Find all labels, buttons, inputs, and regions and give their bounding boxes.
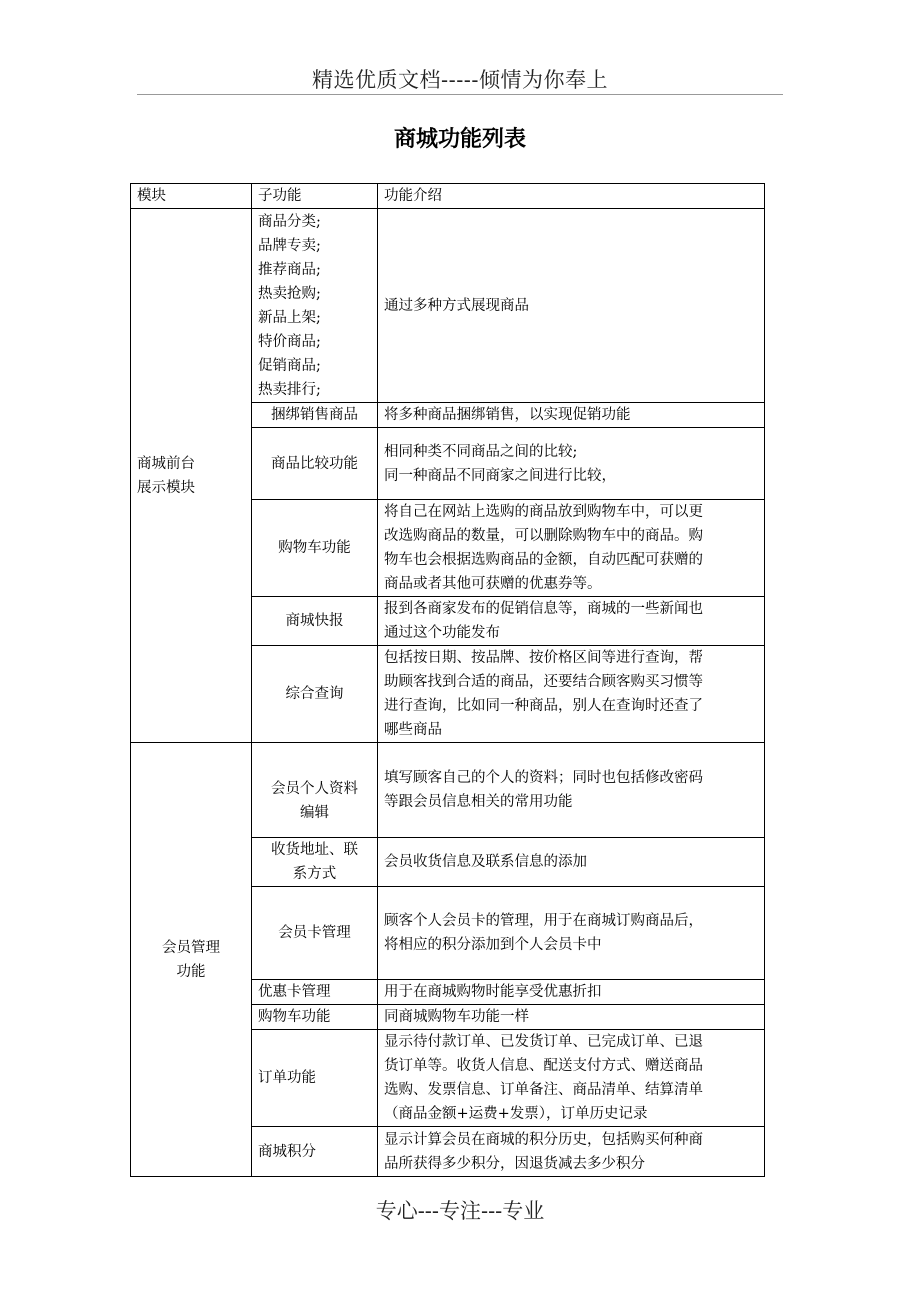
description-line: 同商城购物车功能一样: [384, 1009, 529, 1025]
description-line: 等跟会员信息相关的常用功能: [384, 794, 573, 810]
description-line: 会员收货信息及联系信息的添加: [384, 854, 587, 870]
subfunction-line: 会员卡管理: [278, 925, 351, 941]
subfunction-cell: [252, 980, 378, 1005]
subfunction-line: 购物车功能: [258, 1009, 331, 1025]
description-cell: [378, 980, 765, 1005]
subfunction-line: 订单功能: [258, 1070, 316, 1086]
description-cell: [378, 646, 765, 743]
description-line: 将多种商品捆绑销售，以实现促销功能: [384, 407, 631, 423]
description-line: 顾客个人会员卡的管理，用于在商城订购商品后，: [384, 913, 703, 929]
module-name-line: 功能: [176, 963, 206, 980]
description-cell: [378, 209, 765, 403]
table-header-row: [131, 184, 765, 209]
page-header: 精选优质文档-----倾情为你奉上: [312, 68, 608, 92]
description-line: 同一种商品不同商家之间进行比较，: [384, 467, 616, 484]
description-cell: [378, 1005, 765, 1030]
table-row: [131, 209, 765, 403]
description-line: 助顾客找到合适的商品，还要结合顾客购买习惯等: [384, 674, 703, 690]
description-line: 显示待付款订单、已发货订单、已完成订单、已退: [384, 1034, 703, 1050]
subfunction-line: 商城快报: [285, 613, 344, 629]
description-cell: [378, 428, 765, 500]
description-line: 包括按日期、按品牌、按价格区间等进行查询，帮: [384, 650, 703, 666]
description-cell: [378, 1030, 765, 1127]
description-line: 通过这个功能发布: [384, 625, 500, 641]
subfunction-line: 系方式: [292, 866, 337, 882]
subfunction-cell: [252, 887, 378, 980]
page-footer: 专心---专注---专业: [375, 1199, 545, 1223]
header-intro: 功能介绍: [378, 184, 765, 209]
description-line: 显示计算会员在商城的积分历史，包括购买何种商: [384, 1131, 703, 1148]
description-line: 用于在商城购物时能享受优惠折扣: [384, 984, 602, 1000]
header-divider: [137, 94, 783, 95]
description-line: 将自己在网站上选购的商品放到购物车中，可以更: [384, 504, 703, 520]
subfunction-line: 新品上架;: [258, 309, 321, 326]
subfunction-cell: [252, 1005, 378, 1030]
module-name-line: 展示模块: [137, 479, 195, 496]
subfunction-cell: [252, 743, 378, 838]
module-cell: [131, 743, 252, 1177]
module-cell: [131, 209, 252, 743]
description-line: 物车也会根据选购商品的金额，自动匹配可获赠的: [384, 552, 703, 568]
subfunction-line: 综合查询: [285, 686, 344, 702]
subfunction-line: 热卖抢购;: [258, 285, 321, 302]
subfunction-line: 商城积分: [258, 1143, 316, 1160]
description-cell: [378, 838, 765, 887]
description-line: 选购、发票信息、订单备注、商品清单、结算清单: [384, 1082, 703, 1098]
subfunction-line: 特价商品;: [258, 333, 321, 350]
description-cell: [378, 500, 765, 597]
subfunction-line: 热卖排行;: [258, 381, 321, 398]
subfunction-cell: [252, 1030, 378, 1127]
subfunction-cell: [252, 597, 378, 646]
subfunction-cell: [252, 403, 378, 428]
module-name-line: 商城前台: [137, 455, 195, 472]
subfunction-line: 会员个人资料: [271, 781, 358, 797]
description-line: 报到各商家发布的促销信息等，商城的一些新闻也: [384, 601, 703, 617]
table-row: [131, 743, 765, 838]
subfunction-line: 商品分类;: [258, 213, 321, 230]
description-line: 哪些商品: [384, 722, 442, 738]
subfunction-line: 促销商品;: [258, 357, 321, 374]
subfunction-cell: [252, 500, 378, 597]
subfunction-line: 商品比较功能: [271, 455, 358, 472]
description-line: 改选购商品的数量，可以删除购物车中的商品。购: [384, 528, 703, 544]
description-line: 填写顾客自己的个人的资料；同时也包括修改密码: [384, 770, 703, 786]
subfunction-line: 购物车功能: [278, 540, 351, 556]
header-subfunction: 子功能: [252, 184, 378, 209]
module-name-line: 会员管理: [162, 939, 220, 956]
description-line: （商品金额+运费+发票），订单历史记录: [384, 1106, 648, 1122]
description-line: 将相应的积分添加到个人会员卡中: [384, 937, 602, 953]
header-module: 模块: [131, 184, 252, 209]
subfunction-cell: [252, 428, 378, 500]
description-cell: [378, 887, 765, 980]
subfunction-cell: [252, 209, 378, 403]
subfunction-line: 编辑: [300, 805, 329, 821]
description-cell: [378, 1127, 765, 1177]
subfunction-line: 品牌专卖;: [258, 237, 321, 254]
description-line: 进行查询，比如同一种商品，别人在查询时还查了: [384, 698, 703, 714]
subfunction-cell: [252, 646, 378, 743]
description-line: 品所获得多少积分，因退货减去多少积分: [384, 1155, 645, 1172]
description-cell: [378, 597, 765, 646]
description-line: 货订单等。收货人信息、配送支付方式、赠送商品: [384, 1058, 703, 1074]
subfunction-line: 捆绑销售商品: [271, 407, 358, 423]
description-line: 通过多种方式展现商品: [384, 297, 529, 314]
feature-table: [130, 183, 765, 1177]
page-title: 商城功能列表: [393, 126, 526, 152]
subfunction-line: 推荐商品;: [258, 261, 321, 278]
description-cell: [378, 743, 765, 838]
description-line: 商品或者其他可获赠的优惠券等。: [384, 576, 602, 592]
subfunction-line: 收货地址、联: [271, 842, 358, 858]
subfunction-cell: [252, 1127, 378, 1177]
subfunction-cell: [252, 838, 378, 887]
description-cell: [378, 403, 765, 428]
description-line: 相同种类不同商品之间的比较;: [384, 443, 578, 460]
subfunction-line: 优惠卡管理: [258, 984, 331, 1000]
